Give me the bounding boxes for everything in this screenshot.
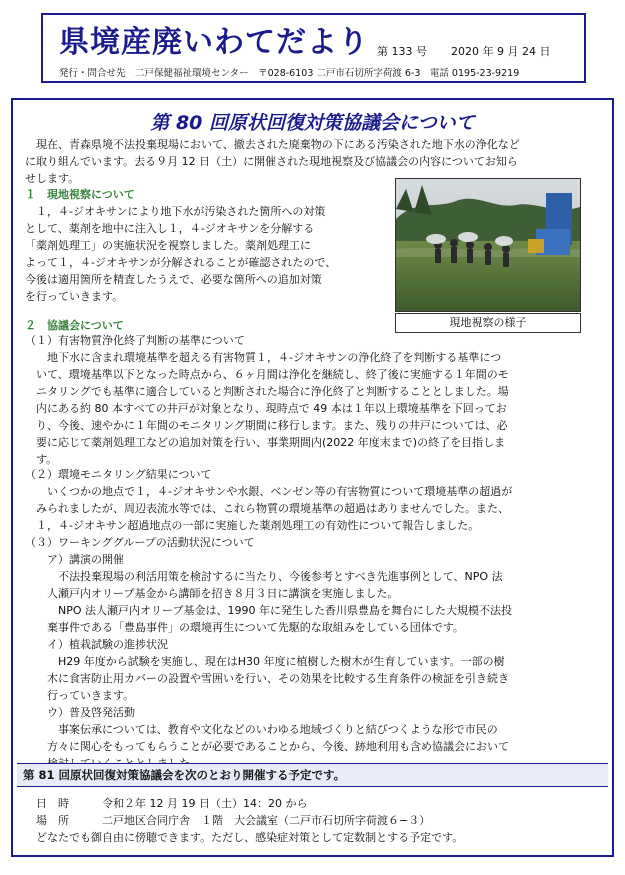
body-line: いて、環境基準以下となった時点から、６ヶ月間は浄化を継続し、終了後に実施する１年間のモ (25, 368, 509, 381)
sub1-body (25, 349, 609, 468)
body-line: みられましたが、周辺表流水等では、これら物質の環境基準の超過はありませんでした。また、 (25, 502, 509, 515)
sub1-heading: （１）有害物質浄化終了判断の基準について (25, 334, 245, 347)
sub3b-body (25, 653, 609, 704)
meeting-venue: 場 所 二戸地区合同庁舎 １階 大会議室（二戸市石切所字荷渡６−３） (25, 814, 431, 827)
body-line: １，４-ジオキサンにより地下水が汚染された箇所への対策 (25, 205, 326, 218)
photo-caption: 現地視察の様子 (395, 313, 581, 333)
body-line: 木に食害防止用カバーの設置や雪囲いを行い、その効果を比較する生育条件の検証を引き続き (25, 672, 509, 685)
meeting-datetime: 日 時 令和２年 12 月 19 日（土）14：20 から (25, 797, 308, 810)
issue-number: 第 133 号 (377, 45, 427, 58)
sub3b-heading: イ）植栽試験の進捗状況 (25, 638, 168, 651)
body-line: 事案伝承については、教育や文化などのいわゆる地域づくりと結びつくような形で市民の (25, 723, 498, 736)
body-line: す。 (25, 453, 58, 466)
body-line: よって１，４-ジオキサンが分解されることが確認されたので、 (25, 256, 337, 269)
body-line: 地下水に含まれ環境基準を超える有害物質１，４-ジオキサンの浄化終了を判断する基準につ (25, 351, 502, 364)
intro-line: に取り組んでいます。去る９月 12 日（土）に開催された現地視察及び協議会の内容についてお知ら (25, 155, 518, 168)
site-visit-photo-illustration (396, 179, 580, 311)
newsletter-title: 県境産廃いわてだより (59, 25, 369, 60)
body-line: 不法投棄現場の利活用策を検討するに当たり、今後参考とすべき先進事例として、NPO 法 (25, 570, 503, 583)
body-line: １，４-ジオキサン超過地点の一部に実施した薬剤処理工の有効性について報告しました。 (25, 519, 480, 532)
body-line: 行っていきます。 (25, 689, 135, 702)
masthead-box (41, 13, 586, 83)
body-line: 棄事件である「豊島事件」の環境再生について先駆的な取組みをしている団体です。 (25, 621, 464, 634)
body-line: H29 年度から試験を実施し、現在はH30 年度に植樹した樹木が生育しています。一部の樹 (25, 655, 505, 668)
body-line: 方々に関心をもってもらうことが必要であることから、今後、跡地利用も含め協議会において (25, 740, 509, 753)
site-visit-photo (395, 178, 581, 312)
next-meeting-heading: 第 81 回原状回復対策協議会を次のとおり開催する予定です。 (23, 768, 346, 782)
body-line: 「薬剤処理工」の実施状況を視察しました。薬剤処理工に (25, 239, 311, 252)
section1-body (25, 203, 390, 305)
next-meeting-banner (17, 763, 608, 787)
next-meeting-details (25, 795, 609, 846)
body-line: 内にある約 80 本すべての井戸が対象となり、現時点で 49 本は１年以上環境基準を下回ってお (25, 402, 507, 415)
body-line: ニタリングでも基準に適合していると判断された場合に浄化終了と判断することとしました。場 (25, 385, 509, 398)
intro-line: せします。 (25, 172, 80, 185)
body-line: NPO 法人瀬戸内オリーブ基金は、1990 年に発生した香川県豊島を舞台にした大規模不法投 (25, 604, 512, 617)
sub2-heading: （２）環境モニタリング結果について (25, 468, 212, 481)
body-line: いくつかの地点で１，４-ジオキサンや水銀、ベンゼン等の有害物質について環境基準の超過が (25, 485, 513, 498)
body-line: として、薬剤を地中に注入し１，４-ジオキサンを分解する (25, 222, 315, 235)
sub3c-heading: ウ）普及啓発活動 (25, 706, 135, 719)
section1-heading: １ 現地視察について (25, 188, 135, 201)
sub3a-heading: ア）講演の開催 (25, 553, 124, 566)
body-line: 今後は適用箇所を精査したうえで、必要な箇所への追加対策 (25, 273, 322, 286)
body-line: を行っていきます。 (25, 290, 124, 303)
sub2-body (25, 483, 609, 534)
meeting-note: どなたでも御自由に傍聴できます。ただし、感染症対策として定数制とする予定です。 (25, 831, 464, 844)
sub3-heading: （３）ワーキンググループの活動状況について (25, 536, 255, 549)
publication-date: 2020 年 9 月 24 日 (451, 45, 551, 58)
body-line: り、今後、速やかに１年間のモニタリング期間に移行します。また、残りの井戸については、必 (25, 419, 508, 432)
section2-heading: ２ 協議会について (25, 319, 124, 332)
body-line: 人瀬戸内オリーブ基金から講師を招き８月３日に講演を実施しました。 (25, 587, 399, 600)
sub3a-body (25, 568, 609, 636)
publisher-info: 発行・問合せ先 二戸保健福祉環境センター 〒028-6103 二戸市石切所字荷渡 6-3 電話 0195-23-9219 (59, 68, 520, 79)
article-box (11, 98, 614, 857)
intro-line: 現在、青森県境不法投棄現場において、撤去された廃棄物の下にある汚染された地下水の浄化など (25, 138, 520, 151)
article-title: 第 80 回原状回復対策協議会について (150, 112, 475, 134)
body-line: 要に応じて薬剤処理工などの追加対策を行い、事業期間内(2022 年度末まで)の終了を目指しま (25, 436, 506, 449)
